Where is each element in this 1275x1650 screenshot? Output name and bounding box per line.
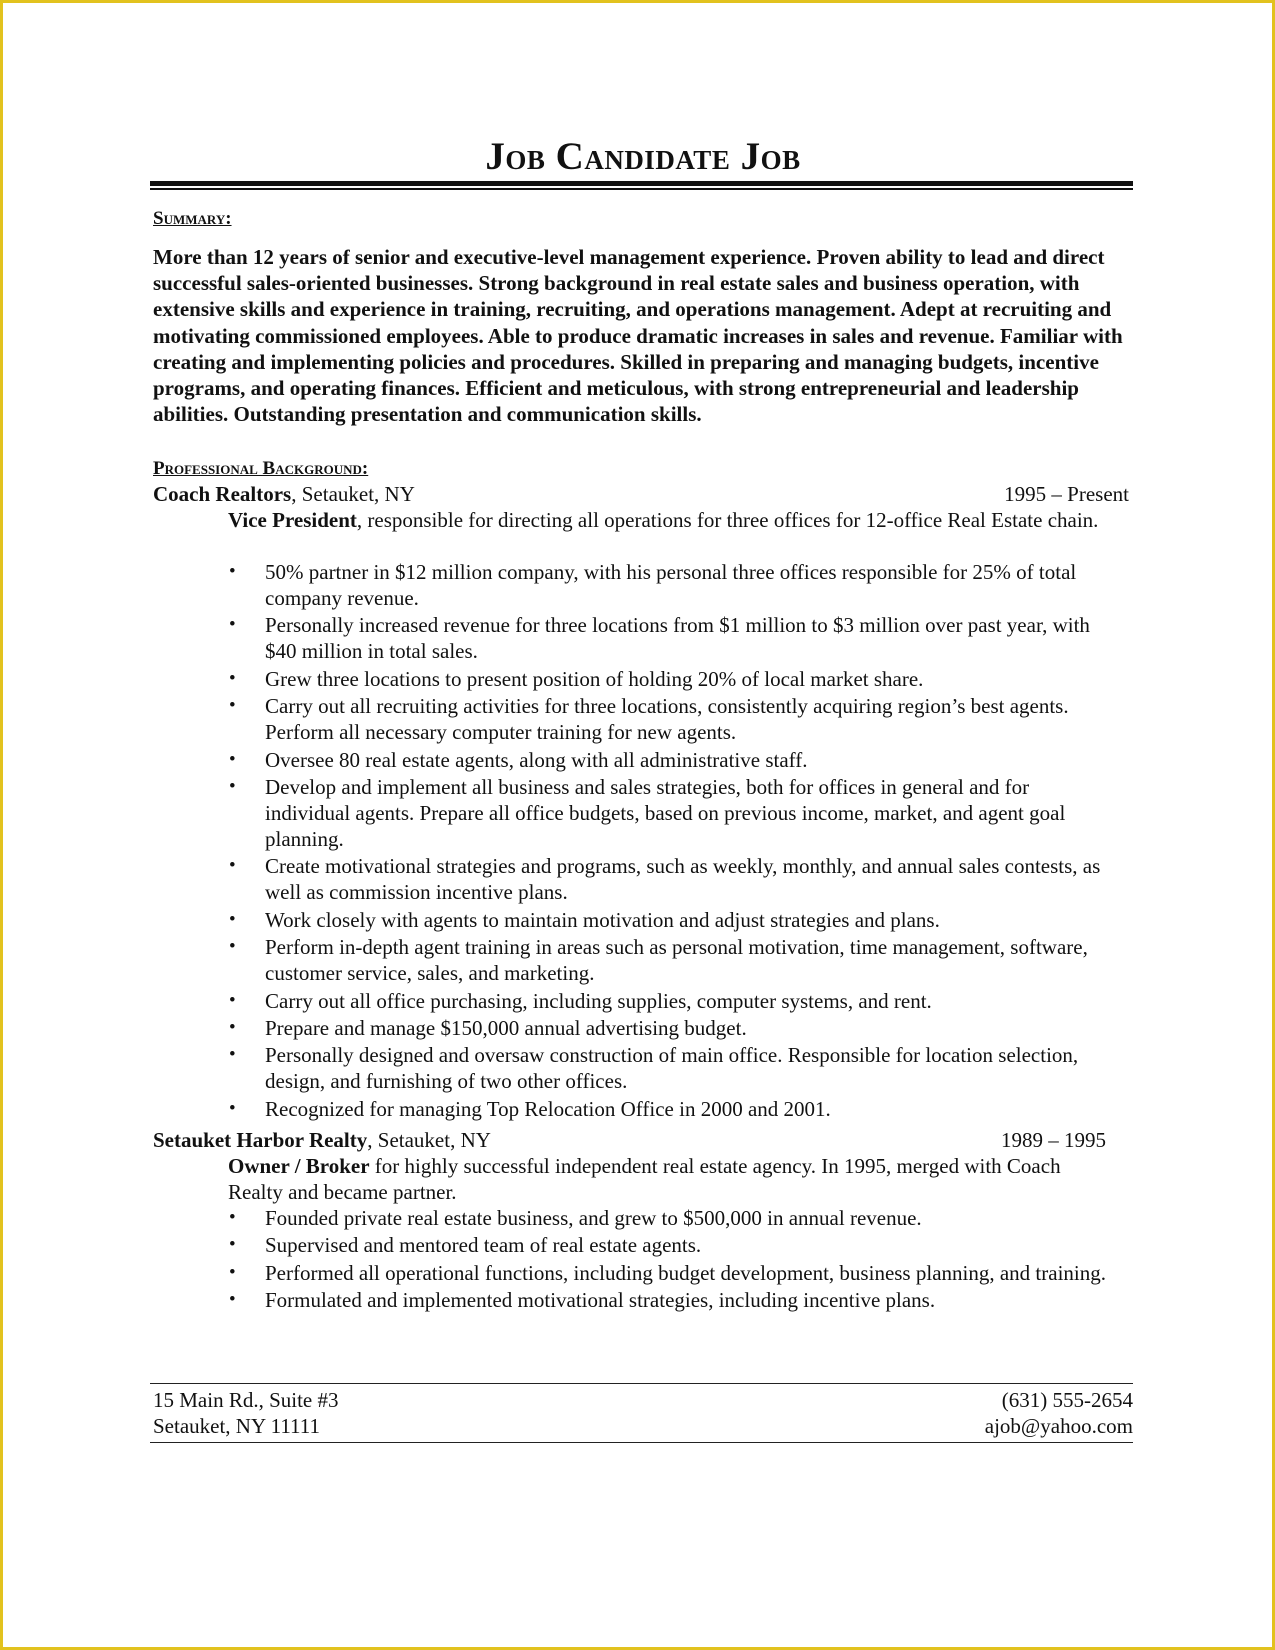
list-item: • Perform in-depth agent training in areas such as personal motivation, time management, software, customer service, sales, and marketing. [228,934,1108,986]
list-item: • Grew three locations to present position of holding 20% of local market share. [228,666,1108,692]
job-1-location: , Setauket, NY [291,482,415,506]
list-item: • Founded private real estate business, and grew to $500,000 in annual revenue. [228,1205,1108,1231]
list-item: • Personally designed and oversaw construction of main office. Responsible for location selection, design, and furnishing of two other offices. [228,1042,1108,1094]
footer-rule-top [150,1383,1133,1384]
list-item: • Recognized for managing Top Relocation Office in 2000 and 2001. [228,1096,1108,1122]
job-2-bullets [228,1205,1108,1315]
job-2-title: Owner / Broker [228,1154,370,1178]
job-2-company: Setauket Harbor Realty [153,1128,368,1152]
footer-phone: (631) 555-2654 [1001,1388,1133,1412]
job-2-header [153,1127,1106,1153]
list-item: • Create motivational strategies and programs, such as weekly, monthly, and annual sales contests, as well as commission incentive plans. [228,853,1108,905]
list-item: • Work closely with agents to maintain motivation and adjust strategies and plans. [228,907,1108,933]
job-1-bullets [228,559,1108,1123]
background-heading: Professional Background: [153,458,369,479]
job-2-dates: 1989 – 1995 [1001,1128,1106,1152]
list-item: • Formulated and implemented motivational strategies, including incentive plans. [228,1287,1108,1313]
summary-heading: Summary: [153,208,232,229]
list-item: • Develop and implement all business and sales strategies, both for offices in general and for individual agents. Prepare all office budgets, based on previous income, market, and agent goal planning. [228,774,1108,852]
footer-line-1 [153,1387,1133,1413]
footer-address-line-2: Setauket, NY 11111 [153,1414,320,1438]
header-rule-thick [150,181,1133,186]
list-item: • Carry out all office purchasing, including supplies, computer systems, and rent. [228,988,1108,1014]
footer-email[interactable]: ajob@yahoo.com [984,1414,1133,1438]
job-1-dates: 1995 – Present [1004,482,1129,506]
job-2-location: , Setauket, NY [367,1128,491,1152]
footer-line-2 [153,1413,1133,1439]
summary-text: More than 12 years of senior and executive-level management experience. Proven ability to lead and direct successful sales-oriented businesses. Strong background in real estate sales and business operation, with extensive skills and experience in training, recruiting, and operations management. Adept at recruiting and motivating commissioned employees. Able to produce dramatic increases in sales and revenue. Familiar with creating and implementing policies and procedures. Skilled in preparing and managing budgets, incentive programs, and operating finances. Efficient and meticulous, with strong entrepreneurial and leadership abilities. Outstanding presentation and communication skills. [153,245,1123,427]
job-1-title: Vice President [228,508,357,532]
candidate-name: Job Candidate Job [485,135,801,178]
list-item: • Personally increased revenue for three locations from $1 million to $3 million over past year, with $40 million in total sales. [228,612,1108,664]
list-item: • 50% partner in $12 million company, with his personal three offices responsible for 25% of total company revenue. [228,559,1108,611]
header-rule-thin [150,188,1133,190]
list-item: • Prepare and manage $150,000 annual advertising budget. [228,1015,1108,1041]
footer-address-line-1: 15 Main Rd., Suite #3 [153,1388,339,1412]
list-item: • Performed all operational functions, including budget development, business planning, and training. [228,1260,1108,1286]
job-1-role [228,507,1108,533]
list-item: • Carry out all recruiting activities for three locations, consistently acquiring region’s best agents. Perform all necessary computer training for new agents. [228,693,1108,745]
job-2-description: for highly successful independent real estate agency. In 1995, merged with Coach Realty and became partner. [228,1154,1061,1204]
job-1-description: , responsible for directing all operations for three offices for 12-office Real Estate chain. [356,508,1099,532]
list-item: • Supervised and mentored team of real estate agents. [228,1232,1108,1258]
job-1-company: Coach Realtors [153,482,292,506]
job-1-header [153,481,1129,507]
footer-rule-bottom [150,1442,1133,1443]
list-item: • Oversee 80 real estate agents, along with all administrative staff. [228,747,1108,773]
job-2-role [228,1153,1108,1205]
